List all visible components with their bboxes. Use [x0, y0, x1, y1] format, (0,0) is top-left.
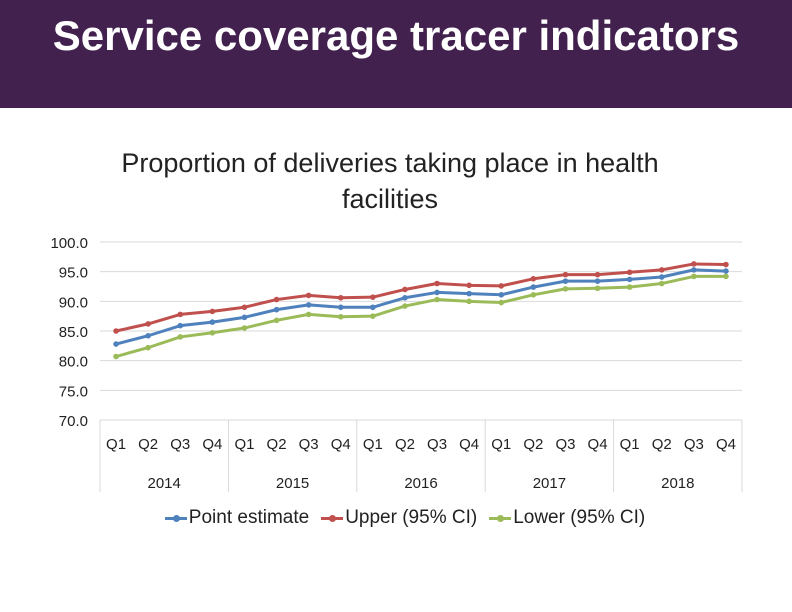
data-point-upper-95-ci	[242, 304, 248, 310]
data-point-upper-95-ci	[531, 276, 537, 282]
data-point-lower-95-ci	[466, 299, 472, 305]
data-point-lower-95-ci	[691, 274, 697, 280]
x-tick-label: Q2	[266, 436, 287, 453]
data-point-lower-95-ci	[659, 281, 665, 287]
data-point-lower-95-ci	[145, 345, 151, 351]
data-point-upper-95-ci	[627, 269, 633, 275]
x-tick-label: Q3	[555, 436, 576, 453]
x-tick-label: Q4	[202, 436, 223, 453]
legend-swatch-marker	[173, 515, 180, 522]
legend-swatch	[165, 512, 187, 524]
data-point-point-estimate	[177, 323, 183, 329]
x-tick-label: Q1	[362, 436, 383, 453]
x-tick-label: Q4	[459, 436, 480, 453]
x-tick-label: Q1	[619, 436, 640, 453]
data-point-point-estimate	[113, 341, 119, 347]
data-point-point-estimate	[723, 268, 729, 274]
data-point-upper-95-ci	[466, 283, 472, 289]
data-point-point-estimate	[274, 307, 280, 313]
y-tick-label: 90.0	[58, 294, 88, 312]
legend-item	[489, 507, 645, 529]
series-line-upper-95-ci	[116, 264, 726, 331]
slide-title: Service coverage tracer indicators	[52, 12, 740, 59]
data-point-point-estimate	[563, 278, 569, 284]
y-tick-label: 100.0	[50, 235, 88, 252]
x-tick-label: Q3	[170, 436, 191, 453]
data-point-point-estimate	[498, 292, 504, 298]
data-point-upper-95-ci	[723, 262, 729, 268]
data-point-point-estimate	[338, 304, 344, 310]
data-point-lower-95-ci	[306, 312, 312, 318]
legend-swatch	[321, 512, 343, 524]
x-tick-label: Q1	[106, 436, 127, 453]
x-year-label: 2018	[661, 475, 695, 492]
data-point-point-estimate	[691, 267, 697, 273]
legend-swatch	[489, 512, 511, 524]
data-point-upper-95-ci	[498, 283, 504, 289]
data-point-point-estimate	[370, 304, 376, 310]
data-point-upper-95-ci	[113, 328, 119, 334]
data-point-lower-95-ci	[595, 285, 601, 291]
data-point-lower-95-ci	[338, 314, 344, 320]
chart-title: Proportion of deliveries taking place in health facilities	[121, 148, 659, 214]
data-point-lower-95-ci	[627, 284, 633, 290]
data-point-lower-95-ci	[723, 274, 729, 280]
x-tick-label: Q2	[394, 436, 415, 453]
data-point-point-estimate	[595, 278, 601, 284]
x-tick-label: Q2	[138, 436, 159, 453]
x-tick-label: Q3	[683, 436, 704, 453]
x-year-label: 2017	[532, 475, 567, 492]
data-point-upper-95-ci	[177, 312, 183, 318]
x-tick-label: Q4	[715, 436, 736, 453]
y-axis-tick-labels	[50, 235, 88, 430]
data-series	[113, 261, 729, 359]
x-tick-label: Q1	[491, 436, 512, 453]
series-line-lower-95-ci	[116, 276, 726, 356]
legend-label: Point estimate	[188, 507, 310, 528]
x-year-label: 2015	[275, 475, 310, 492]
legend-swatch-marker	[329, 515, 336, 522]
data-point-upper-95-ci	[402, 287, 408, 293]
y-tick-label: 85.0	[58, 324, 88, 341]
data-point-lower-95-ci	[531, 292, 537, 298]
data-point-upper-95-ci	[659, 267, 665, 273]
data-point-lower-95-ci	[242, 325, 248, 331]
data-point-upper-95-ci	[145, 321, 151, 327]
x-axis-tick-labels	[106, 436, 736, 492]
data-point-upper-95-ci	[563, 272, 569, 278]
x-tick-label: Q4	[330, 436, 351, 453]
x-tick-label: Q3	[427, 436, 448, 453]
data-point-point-estimate	[306, 302, 312, 308]
x-tick-label: Q4	[587, 436, 608, 453]
data-point-lower-95-ci	[370, 313, 376, 319]
y-tick-label: 80.0	[58, 353, 88, 371]
legend-item	[321, 507, 477, 529]
data-point-upper-95-ci	[370, 294, 376, 300]
data-point-point-estimate	[659, 274, 665, 280]
data-point-lower-95-ci	[563, 286, 569, 292]
data-point-upper-95-ci	[691, 261, 697, 267]
x-year-label: 2016	[404, 475, 438, 492]
data-point-upper-95-ci	[338, 295, 344, 301]
data-point-upper-95-ci	[434, 281, 440, 287]
data-point-point-estimate	[242, 315, 248, 321]
chart-legend	[125, 505, 685, 531]
data-point-upper-95-ci	[595, 272, 601, 278]
data-point-lower-95-ci	[402, 303, 408, 309]
data-point-point-estimate	[434, 290, 440, 296]
legend-swatch-marker	[497, 515, 504, 522]
data-point-lower-95-ci	[498, 300, 504, 306]
x-year-label: 2014	[147, 475, 181, 492]
y-tick-label: 95.0	[58, 264, 88, 282]
data-point-lower-95-ci	[434, 297, 440, 303]
legend-label: Upper (95% CI)	[345, 507, 478, 528]
data-point-lower-95-ci	[113, 354, 119, 360]
legend-item	[165, 507, 309, 529]
data-point-point-estimate	[627, 277, 633, 283]
x-tick-label: Q2	[651, 436, 672, 453]
x-tick-label: Q3	[298, 436, 319, 453]
data-point-lower-95-ci	[210, 330, 216, 336]
y-tick-label: 70.0	[58, 413, 88, 430]
data-point-upper-95-ci	[306, 293, 312, 299]
data-point-upper-95-ci	[274, 297, 280, 303]
x-tick-label: Q2	[523, 436, 544, 453]
data-point-point-estimate	[466, 291, 472, 297]
data-point-point-estimate	[145, 333, 151, 339]
y-tick-label: 75.0	[58, 383, 88, 401]
data-point-point-estimate	[402, 295, 408, 301]
legend-label: Lower (95% CI)	[513, 507, 646, 528]
x-tick-label: Q1	[234, 436, 255, 453]
data-point-lower-95-ci	[274, 318, 280, 324]
data-point-point-estimate	[531, 284, 537, 290]
data-point-upper-95-ci	[210, 309, 216, 315]
data-point-lower-95-ci	[177, 334, 183, 340]
data-point-point-estimate	[210, 319, 216, 325]
